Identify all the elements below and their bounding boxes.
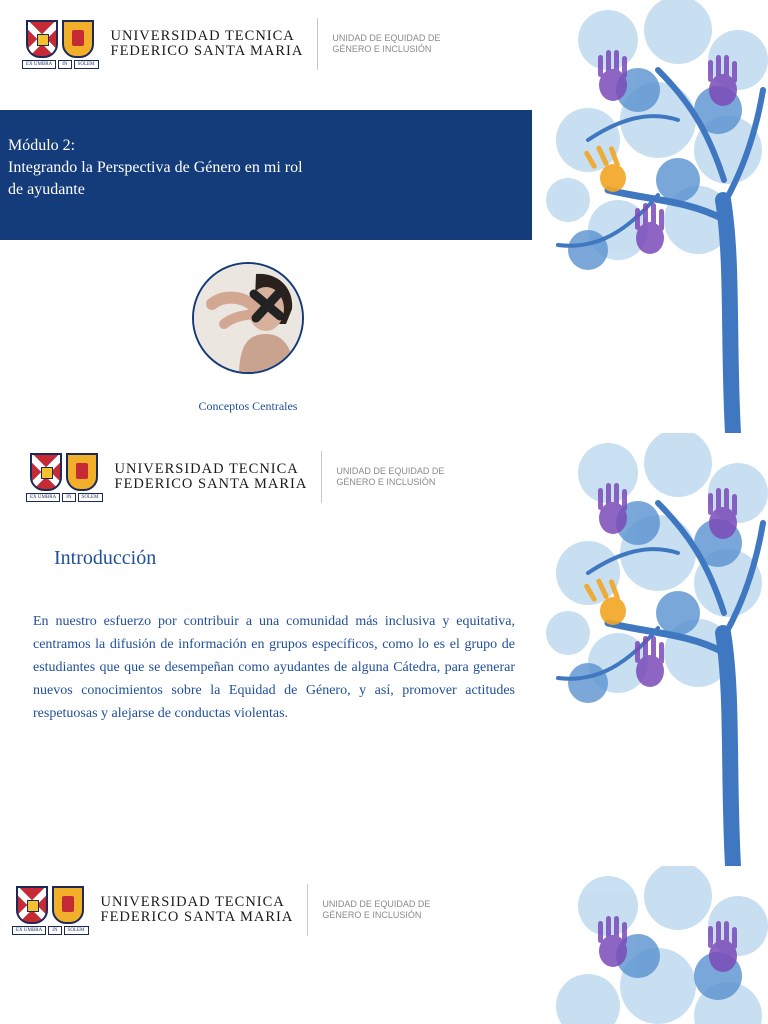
header-logo <box>26 451 444 503</box>
portrait-photo <box>192 262 304 374</box>
university-crest <box>12 886 89 935</box>
crest-shield-left <box>26 20 58 58</box>
university-name: UNIVERSIDAD TECNICA FEDERICO SANTA MARIA <box>110 28 304 59</box>
crest-shield-left <box>30 453 62 491</box>
university-crest <box>22 20 99 69</box>
crest-motto: EX UMBRA IN SOLEM <box>26 493 103 502</box>
intro-title: Introducción <box>54 547 157 569</box>
university-name: UNIVERSIDAD TECNICA FEDERICO SANTA MARIA <box>100 894 294 925</box>
purple-handprint-3 <box>635 203 664 254</box>
handprint-tree-illustration <box>528 433 768 866</box>
header-divider <box>317 18 318 70</box>
intro-paragraph: En nuestro esfuerzo por contribuir a una comunidad más inclusiva y equitativa, centramos la difusión de información en grupos específicos, como lo es el grupo de estudiantes que que se desempeñan como ayudantes de alguna Cátedra, para generar nuevos conocimientos sobre la Equidad de Género, y así, promover actitudes respetuosas y alejarse de conductas violentas. <box>33 614 515 721</box>
university-crest <box>26 453 103 502</box>
module-title-line2: de ayudante <box>8 181 85 198</box>
module-title-line1: Integrando la Perspectiva de Género en mi rol <box>8 159 303 176</box>
university-name: UNIVERSIDAD TECNICA FEDERICO SANTA MARIA <box>114 461 308 492</box>
crest-motto: EX UMBRA IN SOLEM <box>22 60 99 69</box>
header-logo <box>12 884 430 936</box>
header-logo <box>22 18 440 70</box>
unit-name: UNIDAD DE EQUIDAD DE GÉNERO E INCLUSIÓN <box>322 899 431 920</box>
module-label: Módulo 2: <box>8 137 76 154</box>
slide-2 <box>0 433 768 866</box>
crest-shield-right <box>66 453 98 491</box>
section-caption: Conceptos Centrales <box>198 399 298 413</box>
slide-3 <box>0 866 768 1024</box>
handprint-tree-illustration <box>528 866 768 1024</box>
module-title-banner <box>0 110 532 240</box>
unit-name: UNIDAD DE EQUIDAD DE GÉNERO E INCLUSIÓN <box>336 466 445 487</box>
header-divider <box>321 451 322 503</box>
slide-1 <box>0 0 768 433</box>
crest-motto: EX UMBRA IN SOLEM <box>12 926 89 935</box>
crest-shield-left <box>16 886 48 924</box>
handprint-tree-illustration <box>528 0 768 433</box>
purple-handprint-3 <box>635 636 664 687</box>
unit-name: UNIDAD DE EQUIDAD DE GÉNERO E INCLUSIÓN <box>332 33 441 54</box>
crest-shield-right <box>52 886 84 924</box>
header-divider <box>307 884 308 936</box>
crest-shield-right <box>62 20 94 58</box>
